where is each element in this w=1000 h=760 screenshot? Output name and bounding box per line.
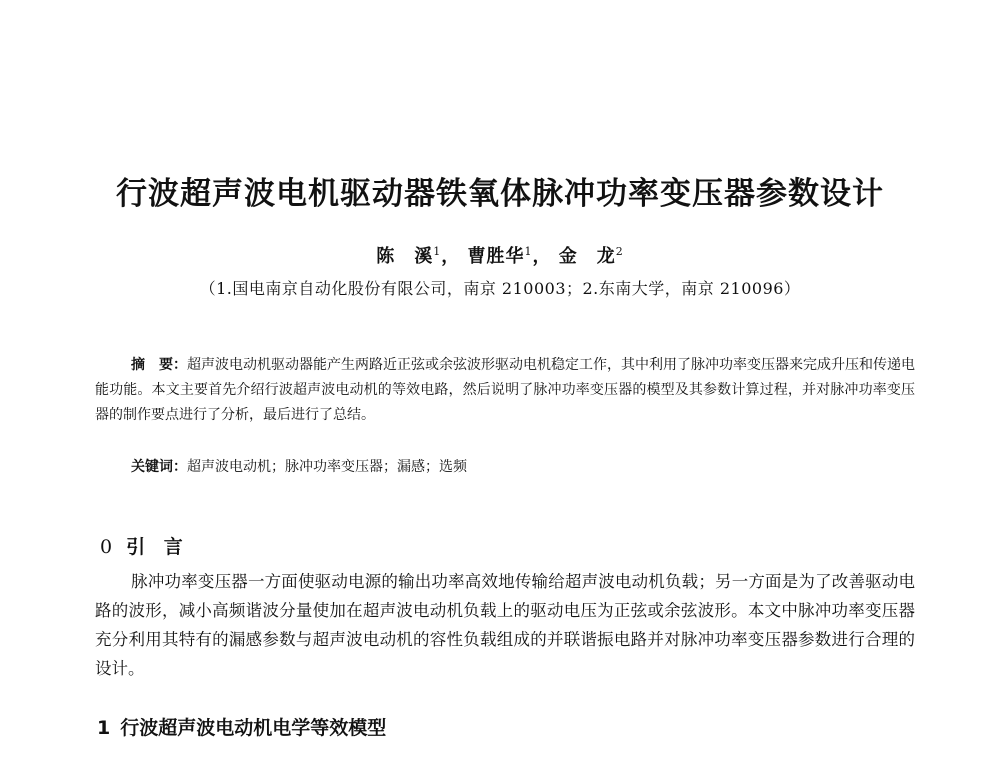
introduction-paragraph xyxy=(95,567,915,683)
abstract-block xyxy=(95,353,915,428)
section-title: 行波超声波电动机电学等效模型 xyxy=(120,717,387,739)
affiliation-line: （1.国电南京自动化股份有限公司，南京 210003；2.东南大学，南京 210096） xyxy=(199,279,801,298)
abstract-text: 超声波电动机驱动器能产生两路近正弦或余弦波形驱动电机稳定工作，其中利用了脉冲功率变压器来完成升压和传递电能功能。本文主要首先介绍行波超声波电动机的等效电路，然后说明了脉冲功率变压器的模型及其参数计算过程，并对脉冲功率变压器的制作要点进行了分析，最后进行了总结。 xyxy=(95,357,915,423)
section-heading-equivalent-model xyxy=(97,713,386,740)
author-separator: ， xyxy=(532,246,552,267)
section-title: 引 言 xyxy=(126,536,189,558)
keywords-text: 超声波电动机；脉冲功率变压器；漏感；选频 xyxy=(187,459,467,475)
author-affiliation-mark: 1 xyxy=(433,245,442,258)
author-affiliation-mark: 2 xyxy=(615,245,624,258)
keywords-block xyxy=(131,455,915,480)
author-list xyxy=(0,242,1000,268)
section-heading-introduction xyxy=(100,532,189,559)
author-affiliation-mark: 1 xyxy=(524,245,533,258)
keywords-label: 关键词： xyxy=(131,459,187,475)
author-name: 金 龙 xyxy=(558,246,616,267)
author-name: 曹胜华 xyxy=(467,246,525,267)
author-separator: ， xyxy=(441,246,461,267)
author-name: 陈 溪 xyxy=(376,246,434,267)
section-number: 1 xyxy=(97,717,111,739)
introduction-text: 脉冲功率变压器一方面使驱动电源的输出功率高效地传输给超声波电动机负载；另一方面是为了改善驱动电路的波形，减小高频谐波分量使加在超声波电动机负载上的驱动电压为正弦或余弦波形。本文中脉冲功率变压器充分利用其特有的漏感参数与超声波电动机的容性负载组成的并联谐振电路并对脉冲功率变压器参数进行合理的设计。 xyxy=(95,572,915,678)
section-number: 0 xyxy=(100,536,113,558)
paper-title: 行波超声波电机驱动器铁氧体脉冲功率变压器参数设计 xyxy=(116,176,884,212)
abstract-label: 摘 要： xyxy=(131,357,187,373)
